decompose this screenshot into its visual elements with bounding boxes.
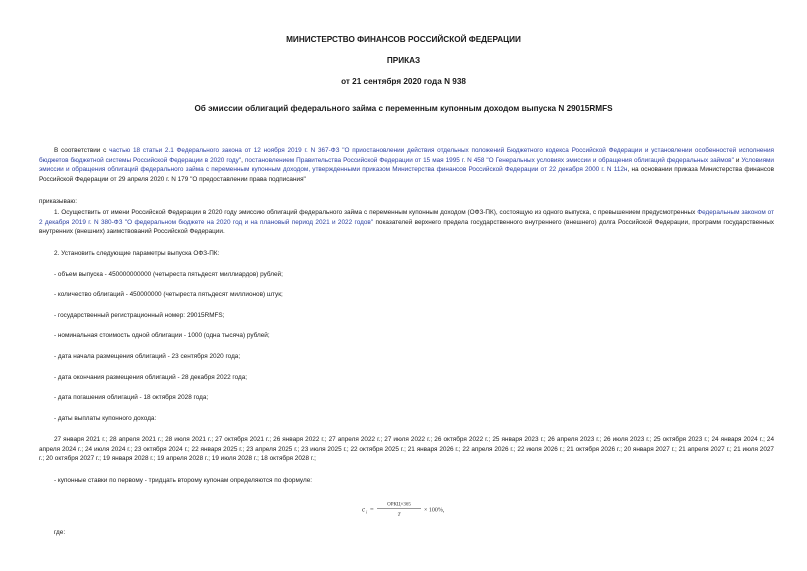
- formula-tail: × 100%,: [424, 507, 445, 514]
- formula-denominator: T: [397, 512, 401, 518]
- param-start-date: - дата начала размещения облигаций - 23 сентября 2020 года;: [54, 353, 241, 360]
- formula-equals: =: [370, 506, 374, 514]
- doc-type-heading: ПРИКАЗ: [386, 56, 421, 65]
- document-title: Об эмиссии облигаций федерального займа с переменным купонным доходом выпуска N 29015RMFS: [194, 104, 613, 113]
- preamble-link-conditions-112n[interactable]: Условиями эмиссии и обращения облигаций федерального займа с переменным купонным доходом, утвержденными приказом Министерства финансов Российской Федерации от 22 декабря 2000 г. N 112н: [39, 156, 774, 174]
- param-end-date: - дата окончания размещения облигаций - 28 декабря 2022 года;: [54, 374, 248, 381]
- param-nominal: - номинальная стоимость одной облигации - 1000 (одна тысяча) рублей;: [54, 332, 270, 339]
- formula-subscript: i: [366, 509, 368, 515]
- preamble-link-law-367[interactable]: частью 18 статьи 2.1 Федерального закона от 12 ноября 2019 г. N 367-ФЗ "О приостановлении действия отдельных положений Бюджетного кодекса Российской Федерации и установлении особенностей исполнения бюджетов бюджетной системы Российской Федерации в 2020 году": [39, 147, 774, 164]
- item-1-link-law-380[interactable]: Федеральным законом от 2 декабря 2019 г. N 380-ФЗ "О федеральном бюджете на 2020 год и на плановый период 2021 и 2022 годов": [39, 209, 775, 226]
- preamble-paragraph: [39, 146, 774, 185]
- preamble-link-decree-458[interactable]: постановлением Правительства Российской Федерации от 15 мая 1995 г. N 458 "О Генеральных условиях эмиссии и обращения облигаций федеральных займов": [244, 156, 734, 164]
- coupon-rate-formula: [360, 498, 470, 520]
- formula-numerator: ОРКЦ×365: [387, 502, 411, 508]
- coupon-dates-list: 27 января 2021 г.; 28 апреля 2021 г.; 28 июля 2021 г.; 27 октября 2021 г.; 26 января 2022 г.; 27 апреля 2022 г.; 27 июля 2022 г.; 26 октября 2022 г.; 25 января 2023 г.; 26 апреля 2023 г.; 26 июля 2023 г.; 25 октября 2023 г.; 24 января 2024 г.; 24 апреля 2024 г.; 24 июля 2024 г.; 23 октября 2024 г.; 22 января 2025 г.; 23 апреля 2025 г.; 23 июля 2025 г.; 22 октября 2025 г.; 21 января 2026 г.; 22 апреля 2026 г.; 22 июля 2026 г.; 21 октября 2026 г.; 20 января 2027 г.; 21 апреля 2027 г.; 21 июля 2027 г.; 20 октября 2027 г.; 19 января 2028 г.; 19 апреля 2028 г.; 19 июля 2028 г.; 18 октября 2028 г.;: [39, 436, 774, 463]
- item-2-paragraph: 2. Установить следующие параметры выпуска ОФЗ-ПК:: [54, 250, 220, 257]
- order-word: приказываю:: [39, 198, 77, 205]
- param-maturity: - дата погашения облигаций - 18 октября 2028 года;: [54, 394, 209, 401]
- item-1-text-2: показателей верхнего предела государственного внутреннего (внешнего) долга Российской Федерации, программ государственных внутренних (внешних) заимствований Российской Федерации.: [39, 218, 774, 236]
- preamble-text-4: , на основании приказа Министерства финансов Российской Федерации от 29 апреля 2020 г. N 179 "О предоставлении права подписания": [39, 166, 775, 184]
- param-coupon-rates: - купонные ставки по первому - тридцать второму купонам определяются по формуле:: [54, 477, 313, 484]
- where-label: где:: [54, 529, 66, 536]
- param-count: - количество облигаций - 450000000 (четыреста пятьдесят миллионов) штук;: [54, 291, 283, 298]
- param-volume: - объем выпуска - 450000000000 (четыреста пятьдесят миллиардов) рублей;: [54, 271, 283, 278]
- item-1-paragraph: [39, 208, 774, 237]
- ministry-heading: МИНИСТЕРСТВО ФИНАНСОВ РОССИЙСКОЙ ФЕДЕРАЦИИ: [286, 35, 521, 44]
- formula-lhs: c: [362, 505, 366, 514]
- param-coupon-dates-label: - даты выплаты купонного дохода:: [54, 415, 157, 422]
- item-1-text-1: 1. Осуществить от имени Российской Федерации в 2020 году эмиссию облигаций федерального займа с переменным купонным доходом (ОФЗ-ПК), состоящую из одного выпуска, с превышением предусмотренных: [54, 209, 698, 216]
- preamble-text-1: В соответствии с: [54, 147, 110, 154]
- param-reg-number: - государственный регистрационный номер: 29015RMFS;: [54, 312, 225, 319]
- date-number-heading: от 21 сентября 2020 года N 938: [341, 77, 466, 86]
- preamble-text-2: ,: [241, 156, 245, 164]
- preamble-text-3: и: [733, 156, 742, 164]
